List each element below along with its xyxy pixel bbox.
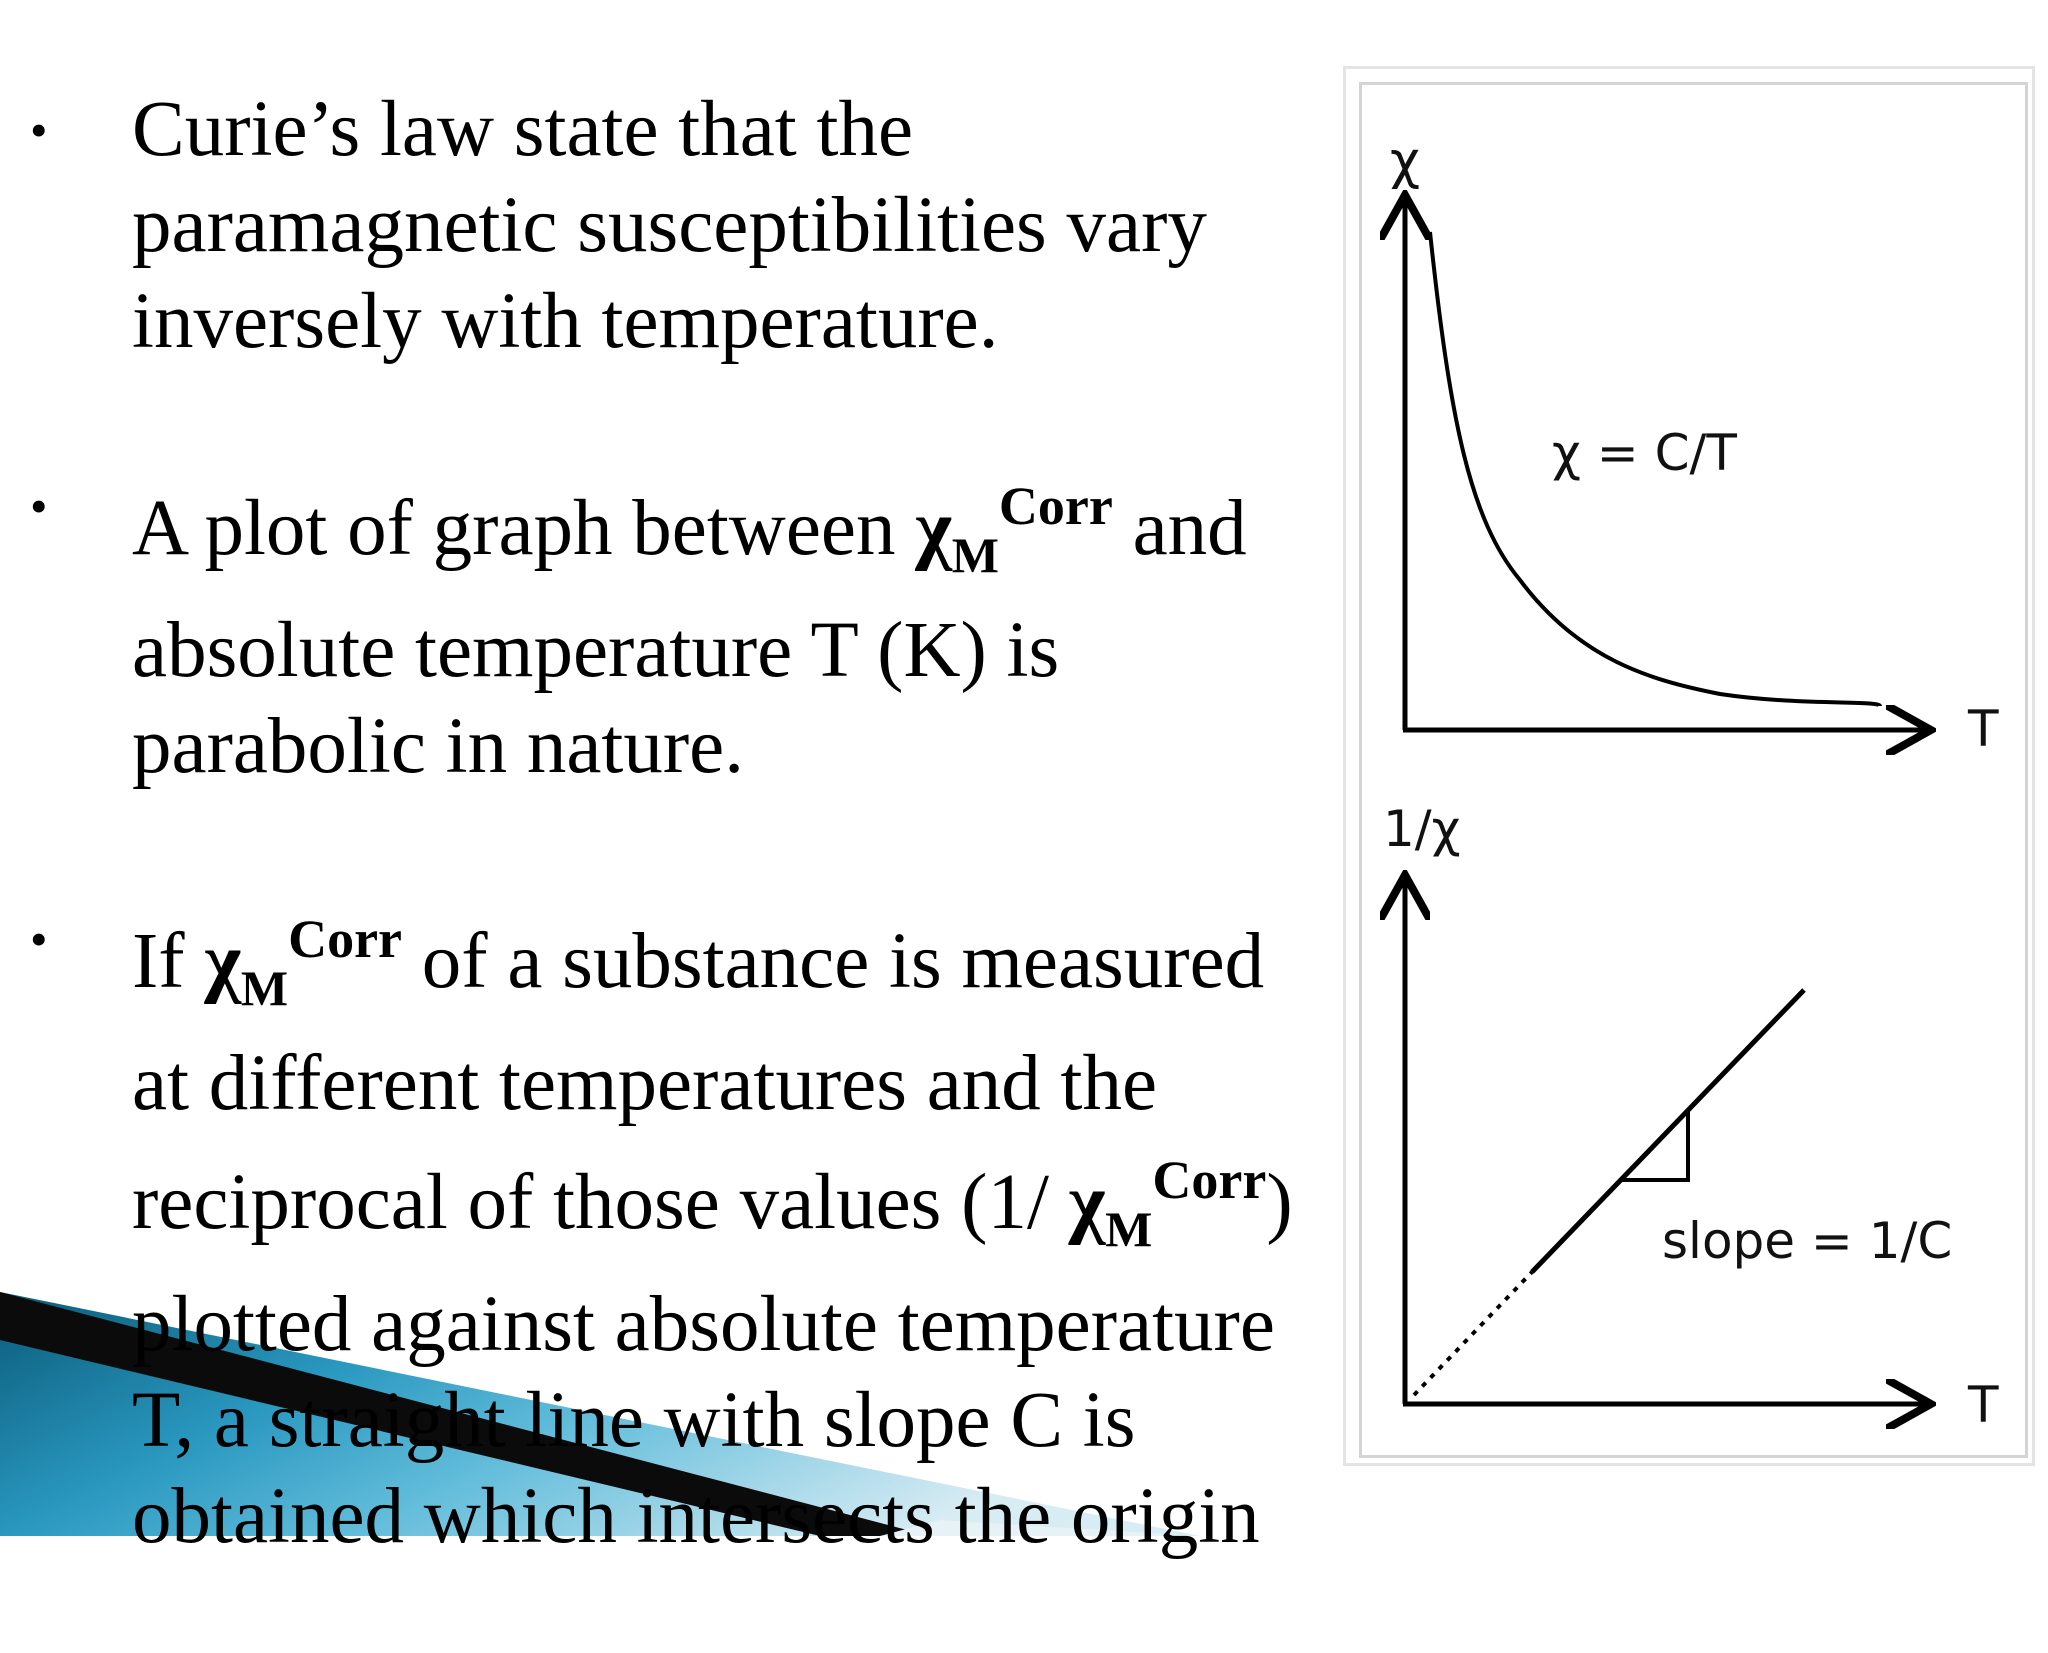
extrapolation-dotted-line bbox=[1414, 1272, 1532, 1395]
bullet-line: inversely with temperature. bbox=[132, 278, 999, 365]
text-run: of a substance is measured bbox=[402, 918, 1265, 1005]
text-run: and bbox=[1112, 485, 1247, 572]
bullet-point-icon: • bbox=[30, 478, 48, 534]
inverse-chi-vs-t-plot bbox=[1383, 800, 1999, 1434]
text-run: If bbox=[132, 918, 205, 1005]
bullet-line: absolute temperature T (K) is bbox=[132, 607, 1060, 694]
slope-label: slope = 1/C bbox=[1662, 1212, 1953, 1270]
bullet-line: at different temperatures and the bbox=[132, 1040, 1158, 1127]
bullet-line: plotted against absolute temperature bbox=[132, 1281, 1275, 1368]
bullet-line: paramagnetic susceptibilities vary bbox=[132, 182, 1207, 269]
superscript-corr: Corr bbox=[998, 476, 1113, 536]
curve-equation-label: χ = C/T bbox=[1552, 424, 1737, 482]
bullet-line: Curie’s law state that the bbox=[132, 86, 914, 173]
subscript-m: M bbox=[1105, 1201, 1153, 1257]
superscript-corr: Corr bbox=[288, 909, 403, 969]
bullet-line: parabolic in nature. bbox=[132, 703, 744, 790]
bottom-x-axis-label: T bbox=[1968, 1376, 1999, 1434]
chi-symbol: χ bbox=[1068, 1159, 1106, 1246]
chi-symbol: χ bbox=[915, 485, 952, 572]
bullet-point-icon: • bbox=[30, 911, 48, 967]
subscript-m: M bbox=[951, 527, 999, 583]
chi-vs-t-plot bbox=[1390, 131, 1999, 758]
text-run: ) bbox=[1266, 1159, 1293, 1246]
bullet-line: T, a straight line with slope C is bbox=[132, 1377, 1136, 1464]
bullet-point-icon: • bbox=[30, 102, 48, 158]
superscript-corr: Corr bbox=[1152, 1150, 1267, 1210]
bullet-line: obtained which intersects the origin bbox=[132, 1473, 1260, 1560]
bottom-y-axis-label: 1/χ bbox=[1383, 800, 1461, 858]
top-y-axis-label: χ bbox=[1390, 131, 1421, 191]
text-run: reciprocal of those values (1/ bbox=[132, 1159, 1069, 1246]
chi-symbol: χ bbox=[204, 918, 241, 1005]
subscript-m: M bbox=[240, 960, 289, 1016]
text-run: A plot of graph between bbox=[132, 485, 916, 572]
top-x-axis-label: T bbox=[1968, 700, 1999, 758]
